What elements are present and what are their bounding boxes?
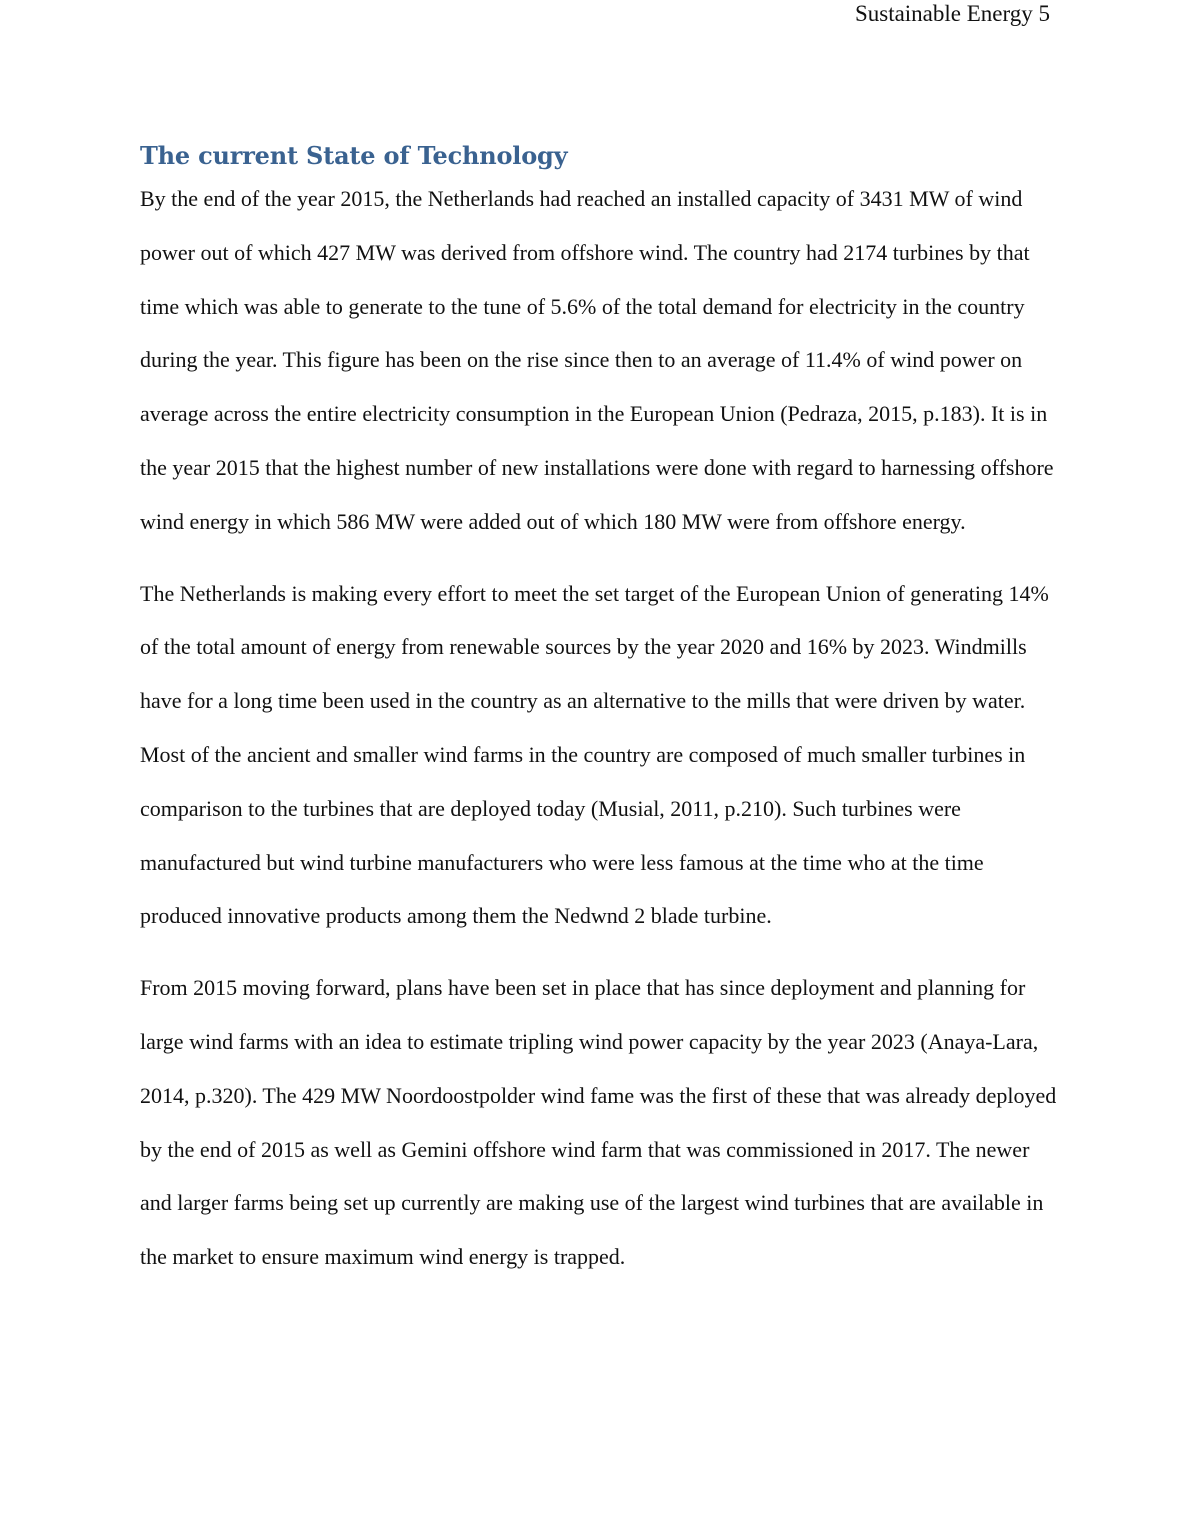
- running-head: Sustainable Energy 5: [854, 1, 1050, 26]
- paragraph-1: By the end of the year 2015, the Netherlands had reached an installed capacity of 3431 MW of wind power out of which 427 MW was derived from offshore wind. The country had 2174 turbines by that time which was able to generate to the tune of 5.6% of the total demand for electricity in the country during the year. This figure has been on the rise since then to an average of 11.4% of wind power on average across the entire electricity consumption in the European Union (Pedraza, 2015, p.183). It is in the year 2015 that the highest number of new installations were done with regard to harnessing offshore wind energy in which 586 MW were added out of which 180 MW were from offshore energy.: [140, 186, 1054, 534]
- section-heading: The current State of Technology: [140, 141, 568, 170]
- document-body: [140, 140, 1065, 1284]
- paragraph-3: From 2015 moving forward, plans have been set in place that has since deployment and planning for large wind farms with an idea to estimate tripling wind power capacity by the year 2023 (Anaya-Lara, 2014, p.320). The 429 MW Noordoostpolder wind fame was the first of these that was already deployed by the end of 2015 as well as Gemini offshore wind farm that was commissioned in 2017. The newer and larger farms being set up currently are making use of the largest wind turbines that are available in the market to ensure maximum wind energy is trapped.: [140, 975, 1057, 1270]
- paragraph-2: The Netherlands is making every effort to meet the set target of the European Union of generating 14% of the total amount of energy from renewable sources by the year 2020 and 16% by 2023. Windmills have for a long time been used in the country as an alternative to the mills that were driven by water. Most of the ancient and smaller wind farms in the country are composed of much smaller turbines in comparison to the turbines that are deployed today (Musial, 2011, p.210). Such turbines were manufactured but wind turbine manufacturers who were less famous at the time who at the time produced innovative products among them the Nedwnd 2 blade turbine.: [140, 580, 1049, 929]
